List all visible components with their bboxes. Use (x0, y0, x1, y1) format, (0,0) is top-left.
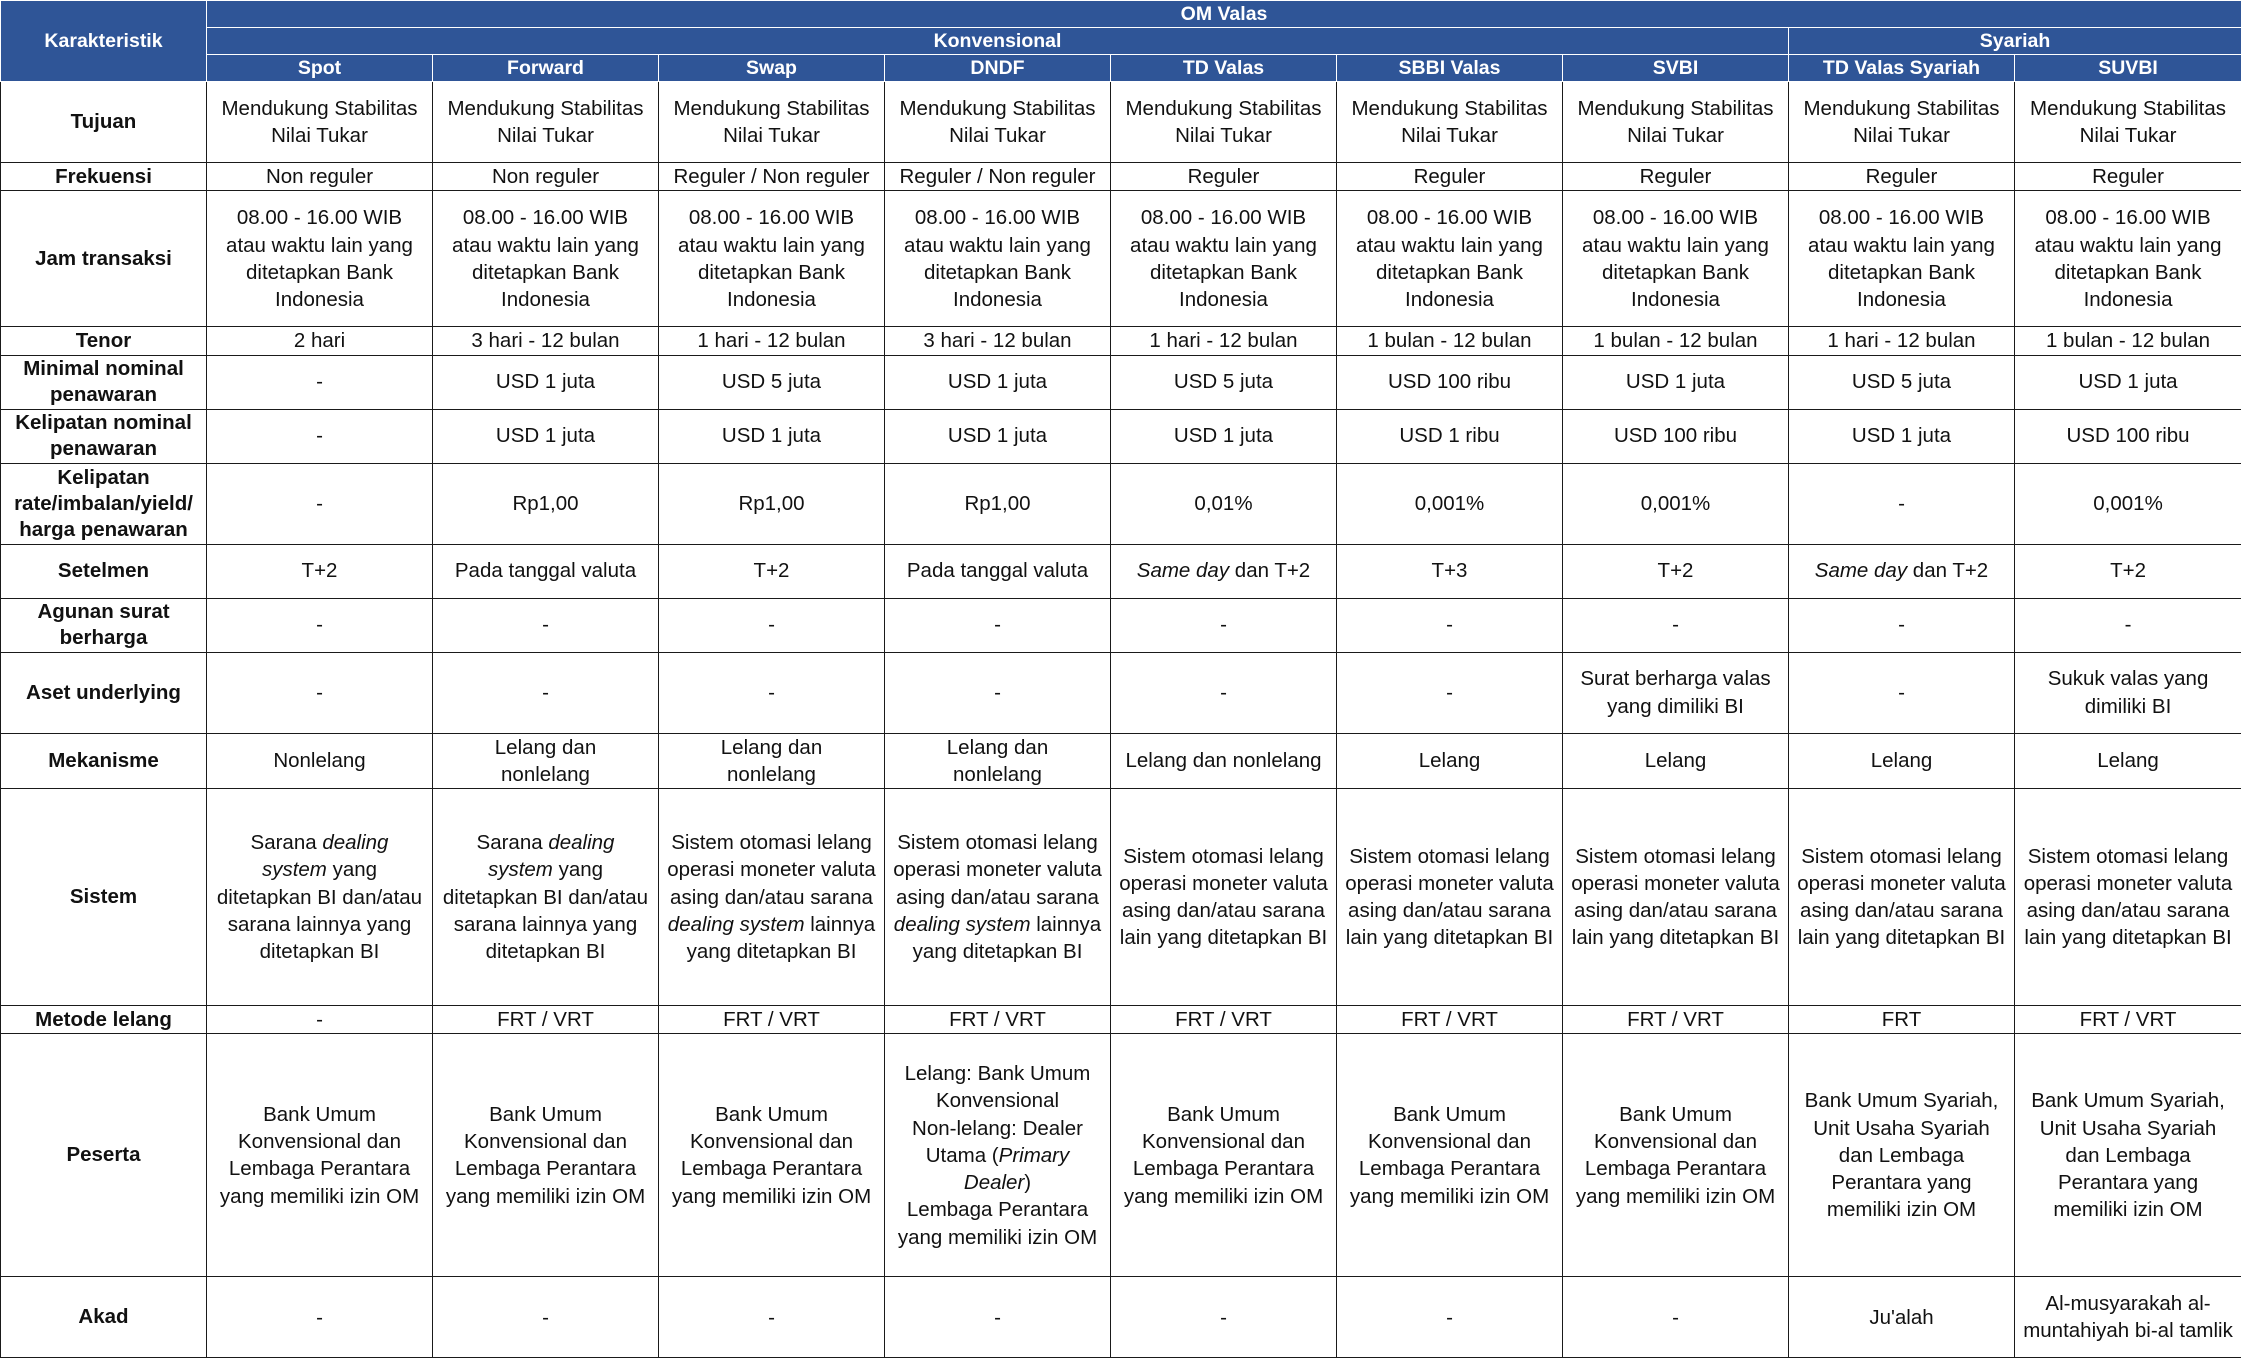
table-cell: Lelang dan nonlelang (433, 733, 659, 789)
header-column: SUVBI (2015, 55, 2241, 82)
table-cell: 1 hari - 12 bulan (1789, 327, 2015, 355)
italic-term: Same day (1815, 559, 1907, 582)
italic-term: Primary Dealer (964, 1144, 1069, 1194)
table-cell: USD 1 ribu (1337, 409, 1563, 463)
table-cell (207, 789, 433, 1006)
table-cell: - (885, 598, 1111, 652)
row-label: Tenor (1, 327, 207, 355)
table-body (1, 82, 2241, 1358)
header-column: TD Valas Syariah (1789, 55, 2015, 82)
table-cell: Reguler (1563, 163, 1789, 191)
table-row (1, 409, 2241, 463)
table-cell: 1 bulan - 12 bulan (2015, 327, 2241, 355)
row-label: Metode lelang (1, 1006, 207, 1034)
table-cell: Non reguler (207, 163, 433, 191)
table-cell: - (885, 1277, 1111, 1358)
table-cell: - (207, 598, 433, 652)
table-cell: - (1563, 598, 1789, 652)
table-cell: Mendukung Stabilitas Nilai Tukar (433, 82, 659, 163)
table-cell: Rp1,00 (433, 463, 659, 544)
table-cell: Mendukung Stabilitas Nilai Tukar (885, 82, 1111, 163)
table-cell: USD 100 ribu (1563, 409, 1789, 463)
row-label: Peserta (1, 1034, 207, 1277)
table-row (1, 1277, 2241, 1358)
table-cell: Mendukung Stabilitas Nilai Tukar (1563, 82, 1789, 163)
table-cell: Reguler (2015, 163, 2241, 191)
table-row (1, 163, 2241, 191)
row-label: Agunan surat berharga (1, 598, 207, 652)
italic-term: dealing system (894, 913, 1031, 936)
row-label: Kelipatan nominal penawaran (1, 409, 207, 463)
table-cell: - (207, 409, 433, 463)
table-cell (1111, 544, 1337, 598)
table-cell: Sistem otomasi lelang operasi moneter valuta asing dan/atau sarana lain yang ditetapkan BI (1563, 789, 1789, 1006)
cell-text: Sistem otomasi lelang operasi moneter valuta asing dan/atau sarana (893, 831, 1102, 909)
table-row (1, 789, 2241, 1006)
table-cell: FRT / VRT (659, 1006, 885, 1034)
table-cell: 08.00 - 16.00 WIB atau waktu lain yang ditetapkan Bank Indonesia (659, 191, 885, 327)
table-row (1, 733, 2241, 789)
table-cell: Sukuk valas yang dimiliki BI (2015, 652, 2241, 733)
table-cell: Reguler (1337, 163, 1563, 191)
table-cell: Rp1,00 (885, 463, 1111, 544)
table-cell: 0,001% (2015, 463, 2241, 544)
table-cell: USD 1 juta (1789, 409, 2015, 463)
table-cell: 2 hari (207, 327, 433, 355)
table-cell: - (207, 652, 433, 733)
table-cell: 1 hari - 12 bulan (659, 327, 885, 355)
header-column: Swap (659, 55, 885, 82)
cell-text: dan T+2 (1229, 559, 1310, 582)
table-cell: Mendukung Stabilitas Nilai Tukar (207, 82, 433, 163)
table-cell: - (1789, 463, 2015, 544)
table-cell: 08.00 - 16.00 WIB atau waktu lain yang ditetapkan Bank Indonesia (1111, 191, 1337, 327)
table-cell: FRT / VRT (1563, 1006, 1789, 1034)
table-cell: Sistem otomasi lelang operasi moneter valuta asing dan/atau sarana lain yang ditetapkan BI (1111, 789, 1337, 1006)
header-column: DNDF (885, 55, 1111, 82)
table-cell: Al-musyarakah al- muntahiyah bi-al tamlik (2015, 1277, 2241, 1358)
table-cell: Sistem otomasi lelang operasi moneter valuta asing dan/atau sarana lain yang ditetapkan BI (1789, 789, 2015, 1006)
row-label: Jam transaksi (1, 191, 207, 327)
table-cell: 3 hari - 12 bulan (885, 327, 1111, 355)
table-cell: Mendukung Stabilitas Nilai Tukar (2015, 82, 2241, 163)
table-cell: - (433, 1277, 659, 1358)
table-cell: Non reguler (433, 163, 659, 191)
table-cell (1789, 544, 2015, 598)
table-cell: USD 1 juta (433, 355, 659, 409)
header-column: SVBI (1563, 55, 1789, 82)
table-cell: Pada tanggal valuta (433, 544, 659, 598)
table-cell: Lelang dan nonlelang (659, 733, 885, 789)
table-cell: Bank Umum Syariah, Unit Usaha Syariah dan Lembaga Perantara yang memiliki izin OM (1789, 1034, 2015, 1277)
table-cell: 1 bulan - 12 bulan (1563, 327, 1789, 355)
table-cell: Sistem otomasi lelang operasi moneter valuta asing dan/atau sarana lain yang ditetapkan BI (1337, 789, 1563, 1006)
table-cell: Mendukung Stabilitas Nilai Tukar (1337, 82, 1563, 163)
header-karakteristik: Karakteristik (1, 1, 207, 82)
table-cell: - (659, 1277, 885, 1358)
table-cell: FRT (1789, 1006, 2015, 1034)
row-label: Frekuensi (1, 163, 207, 191)
table-cell: Reguler / Non reguler (885, 163, 1111, 191)
header-column: Forward (433, 55, 659, 82)
table-cell: 08.00 - 16.00 WIB atau waktu lain yang ditetapkan Bank Indonesia (2015, 191, 2241, 327)
italic-term: dealing system (488, 831, 615, 881)
table-cell: - (885, 652, 1111, 733)
header-column: TD Valas (1111, 55, 1337, 82)
table-cell: 0,001% (1337, 463, 1563, 544)
table-cell: Bank Umum Konvensional dan Lembaga Perantara yang memiliki izin OM (659, 1034, 885, 1277)
header-column: SBBI Valas (1337, 55, 1563, 82)
header-column: Spot (207, 55, 433, 82)
table-cell: Lelang (2015, 733, 2241, 789)
row-label: Setelmen (1, 544, 207, 598)
table-cell: - (1337, 598, 1563, 652)
row-label: Aset underlying (1, 652, 207, 733)
table-cell: - (659, 652, 885, 733)
table-cell: 08.00 - 16.00 WIB atau waktu lain yang ditetapkan Bank Indonesia (1563, 191, 1789, 327)
table-cell (885, 1034, 1111, 1277)
cell-text: ) Lembaga Perantara yang memiliki izin OM (898, 1171, 1097, 1249)
table-cell: - (433, 598, 659, 652)
cell-text: Sistem otomasi lelang operasi moneter valuta asing dan/atau sarana (667, 831, 876, 909)
table-cell: - (207, 1006, 433, 1034)
table-cell: USD 1 juta (433, 409, 659, 463)
header-syariah: Syariah (1789, 28, 2241, 55)
table-cell: FRT / VRT (2015, 1006, 2241, 1034)
table-cell: - (1337, 1277, 1563, 1358)
row-label: Akad (1, 1277, 207, 1358)
table-cell: Bank Umum Konvensional dan Lembaga Perantara yang memiliki izin OM (1111, 1034, 1337, 1277)
table-cell: USD 1 juta (659, 409, 885, 463)
table-cell: USD 5 juta (1111, 355, 1337, 409)
table-cell: USD 1 juta (885, 409, 1111, 463)
table-cell: Lelang (1563, 733, 1789, 789)
table-row (1, 463, 2241, 544)
table-cell: FRT / VRT (433, 1006, 659, 1034)
table-cell: Bank Umum Konvensional dan Lembaga Perantara yang memiliki izin OM (1563, 1034, 1789, 1277)
table-cell: - (659, 598, 885, 652)
table-cell: - (433, 652, 659, 733)
table-row (1, 191, 2241, 327)
cell-text: dan T+2 (1907, 559, 1988, 582)
table-cell: - (1337, 652, 1563, 733)
table-cell: Mendukung Stabilitas Nilai Tukar (1111, 82, 1337, 163)
table-cell: - (1789, 652, 2015, 733)
table-cell: USD 1 juta (1111, 409, 1337, 463)
table-cell: - (207, 463, 433, 544)
table-row (1, 82, 2241, 163)
table-cell: USD 1 juta (2015, 355, 2241, 409)
table-cell: Sistem otomasi lelang operasi moneter valuta asing dan/atau sarana lain yang ditetapkan BI (2015, 789, 2241, 1006)
table-cell: T+3 (1337, 544, 1563, 598)
table-cell: Nonlelang (207, 733, 433, 789)
table-cell: 1 hari - 12 bulan (1111, 327, 1337, 355)
table-cell: Bank Umum Konvensional dan Lembaga Perantara yang memiliki izin OM (207, 1034, 433, 1277)
table-cell: 08.00 - 16.00 WIB atau waktu lain yang ditetapkan Bank Indonesia (1789, 191, 2015, 327)
table-cell: Bank Umum Konvensional dan Lembaga Perantara yang memiliki izin OM (1337, 1034, 1563, 1277)
table-cell: 08.00 - 16.00 WIB atau waktu lain yang ditetapkan Bank Indonesia (207, 191, 433, 327)
italic-term: dealing system (262, 831, 389, 881)
cell-text: Sarana (251, 831, 323, 854)
cell-text: yang ditetapkan BI dan/atau sarana lainnya yang ditetapkan BI (217, 858, 422, 963)
table-cell: USD 5 juta (1789, 355, 2015, 409)
table-cell: FRT / VRT (1337, 1006, 1563, 1034)
table-cell: USD 100 ribu (2015, 409, 2241, 463)
table-cell: Lelang dan nonlelang (1111, 733, 1337, 789)
table-cell (885, 789, 1111, 1006)
table-cell: FRT / VRT (1111, 1006, 1337, 1034)
table-cell: Rp1,00 (659, 463, 885, 544)
table-cell: Mendukung Stabilitas Nilai Tukar (1789, 82, 2015, 163)
table-row (1, 598, 2241, 652)
table-cell: USD 1 juta (885, 355, 1111, 409)
table-cell (659, 789, 885, 1006)
table-cell: Bank Umum Syariah, Unit Usaha Syariah dan Lembaga Perantara yang memiliki izin OM (2015, 1034, 2241, 1277)
table-cell: USD 1 juta (1563, 355, 1789, 409)
table-row (1, 544, 2241, 598)
header-om-valas: OM Valas (207, 1, 2241, 28)
table-cell: 08.00 - 16.00 WIB atau waktu lain yang ditetapkan Bank Indonesia (433, 191, 659, 327)
cell-text: Lelang: Bank Umum Konvensional Non-lelang: Dealer Utama ( (905, 1062, 1091, 1167)
row-label: Tujuan (1, 82, 207, 163)
italic-term: Same day (1137, 559, 1229, 582)
italic-term: dealing system (668, 913, 805, 936)
table-row (1, 652, 2241, 733)
row-label: Minimal nominal penawaran (1, 355, 207, 409)
cell-text: Sarana (477, 831, 549, 854)
table-cell: USD 5 juta (659, 355, 885, 409)
table-cell: T+2 (1563, 544, 1789, 598)
table-cell: Surat berharga valas yang dimiliki BI (1563, 652, 1789, 733)
cell-text: lainnya yang ditetapkan BI (687, 913, 876, 963)
table-cell: 0,001% (1563, 463, 1789, 544)
table-cell: T+2 (207, 544, 433, 598)
table-cell: Lelang (1337, 733, 1563, 789)
table-cell: 08.00 - 16.00 WIB atau waktu lain yang ditetapkan Bank Indonesia (1337, 191, 1563, 327)
table-cell: Bank Umum Konvensional dan Lembaga Perantara yang memiliki izin OM (433, 1034, 659, 1277)
table-row (1, 1034, 2241, 1277)
table-cell: Reguler (1789, 163, 2015, 191)
table-row (1, 327, 2241, 355)
header-konvensional: Konvensional (207, 28, 1789, 55)
table-cell: - (1789, 598, 2015, 652)
table-cell: Mendukung Stabilitas Nilai Tukar (659, 82, 885, 163)
table-cell: 0,01% (1111, 463, 1337, 544)
table-cell: - (1111, 652, 1337, 733)
cell-text: lainnya yang ditetapkan BI (913, 913, 1102, 963)
table-cell: Pada tanggal valuta (885, 544, 1111, 598)
row-label: Sistem (1, 789, 207, 1006)
table-cell: Ju'alah (1789, 1277, 2015, 1358)
row-label: Kelipatan rate/imbalan/yield/ harga penawaran (1, 463, 207, 544)
table-cell: 3 hari - 12 bulan (433, 327, 659, 355)
table-row (1, 355, 2241, 409)
cell-text: yang ditetapkan BI dan/atau sarana lainnya yang ditetapkan BI (443, 858, 648, 963)
table-row (1, 1006, 2241, 1034)
table-cell: Lelang dan nonlelang (885, 733, 1111, 789)
row-label: Mekanisme (1, 733, 207, 789)
table-cell: 1 bulan - 12 bulan (1337, 327, 1563, 355)
table-cell: - (207, 1277, 433, 1358)
table-cell: T+2 (659, 544, 885, 598)
table-cell: Reguler (1111, 163, 1337, 191)
table-cell: T+2 (2015, 544, 2241, 598)
table-cell (433, 789, 659, 1006)
table-cell: FRT / VRT (885, 1006, 1111, 1034)
table-cell: Lelang (1789, 733, 2015, 789)
table-cell: 08.00 - 16.00 WIB atau waktu lain yang ditetapkan Bank Indonesia (885, 191, 1111, 327)
table-cell: - (2015, 598, 2241, 652)
table-cell: - (1563, 1277, 1789, 1358)
table-cell: USD 100 ribu (1337, 355, 1563, 409)
table-cell: Reguler / Non reguler (659, 163, 885, 191)
table-cell: - (207, 355, 433, 409)
table-cell: - (1111, 1277, 1337, 1358)
table-cell: - (1111, 598, 1337, 652)
